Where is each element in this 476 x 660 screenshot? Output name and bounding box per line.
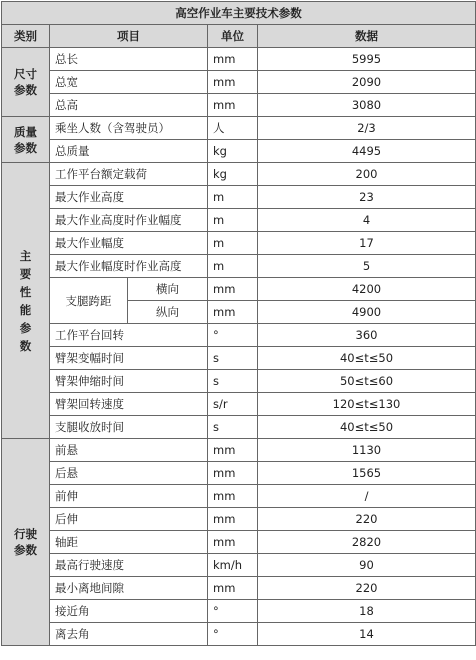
value-cell: 23 [258,186,476,209]
table-row [2,577,476,600]
item-cell: 最小离地间隙 [50,577,208,600]
table-row [2,393,476,416]
table-row [2,209,476,232]
item-cell: 最大作业高度时作业幅度 [50,209,208,232]
outrigger-span-label: 支腿跨距 [50,278,128,324]
table-row [2,554,476,577]
unit-cell: mm [208,48,258,71]
item-cell: 总高 [50,94,208,117]
item-cell: 工作平台额定载荷 [50,163,208,186]
value-cell: 4495 [258,140,476,163]
unit-cell: km/h [208,554,258,577]
table-row [2,71,476,94]
unit-cell: mm [208,278,258,301]
item-cell: 前伸 [50,485,208,508]
item-cell: 总质量 [50,140,208,163]
direction-cell: 横向 [128,278,208,301]
category-label: 主 [19,248,32,263]
category-label: 参数 [14,83,37,97]
item-cell: 臂架伸缩时间 [50,370,208,393]
title-row [2,2,476,25]
category-label: 参数 [14,543,37,557]
table-row [2,163,476,186]
header-row [2,25,476,48]
value-cell: 14 [258,623,476,646]
unit-cell: ° [208,623,258,646]
value-cell: 40≤t≤50 [258,347,476,370]
unit-cell: mm [208,577,258,600]
table-row [2,140,476,163]
table-row [2,232,476,255]
table-row [2,485,476,508]
value-cell: 1565 [258,462,476,485]
category-label: 数 [19,338,32,353]
unit-cell: ° [208,600,258,623]
table-title: 高空作业车主要技术参数 [2,2,476,25]
unit-cell: mm [208,485,258,508]
unit-cell: s [208,347,258,370]
value-cell: 220 [258,508,476,531]
item-cell: 臂架变幅时间 [50,347,208,370]
category-label: 参 [19,320,32,335]
category-label: 能 [19,302,32,317]
item-cell: 最高行驶速度 [50,554,208,577]
value-cell: 360 [258,324,476,347]
table-row [2,370,476,393]
header-value: 数据 [258,25,476,48]
unit-cell: mm [208,439,258,462]
value-cell: 4 [258,209,476,232]
table-row [2,117,476,140]
unit-cell: 人 [208,117,258,140]
value-cell: 2820 [258,531,476,554]
unit-cell: m [208,232,258,255]
unit-cell: s [208,416,258,439]
header-item: 项目 [50,25,208,48]
item-cell: 接近角 [50,600,208,623]
unit-cell: m [208,209,258,232]
value-cell: 5995 [258,48,476,71]
category-label: 性 [19,284,32,299]
category-drive [2,439,50,646]
item-cell: 最大作业高度 [50,186,208,209]
item-cell: 后悬 [50,462,208,485]
table-row [2,508,476,531]
spec-table [1,1,476,646]
category-size [2,48,50,117]
table-row [2,462,476,485]
table-row [2,94,476,117]
table-row [2,623,476,646]
table-row [2,439,476,462]
table-row [2,186,476,209]
value-cell: 18 [258,600,476,623]
category-label: 尺寸 [14,67,37,81]
category-label: 参数 [14,140,37,155]
item-cell: 臂架回转速度 [50,393,208,416]
value-cell: 4200 [258,278,476,301]
unit-cell: m [208,255,258,278]
table-row [2,255,476,278]
unit-cell: m [208,186,258,209]
unit-cell: mm [208,531,258,554]
table-row [2,48,476,71]
item-cell: 离去角 [50,623,208,646]
item-cell: 最大作业幅度时作业高度 [50,255,208,278]
table-row [2,324,476,347]
item-cell: 轴距 [50,531,208,554]
unit-cell: s [208,370,258,393]
table-row [2,347,476,370]
item-cell: 最大作业幅度 [50,232,208,255]
unit-cell: mm [208,462,258,485]
category-label: 质量 [14,124,37,139]
value-cell: 220 [258,577,476,600]
unit-cell: mm [208,71,258,94]
value-cell: 1130 [258,439,476,462]
item-cell: 支腿收放时间 [50,416,208,439]
value-cell: 90 [258,554,476,577]
direction-cell: 纵向 [128,301,208,324]
header-category: 类别 [2,25,50,48]
value-cell: 50≤t≤60 [258,370,476,393]
category-label: 行驶 [14,527,37,541]
item-cell: 乘坐人数（含驾驶员） [50,117,208,140]
header-unit: 单位 [208,25,258,48]
value-cell: 2090 [258,71,476,94]
value-cell: / [258,485,476,508]
value-cell: 120≤t≤130 [258,393,476,416]
item-cell: 总长 [50,48,208,71]
category-perf [2,163,50,439]
value-cell: 3080 [258,94,476,117]
value-cell: 40≤t≤50 [258,416,476,439]
value-cell: 17 [258,232,476,255]
item-cell: 总宽 [50,71,208,94]
category-mass [2,117,50,163]
unit-cell: kg [208,140,258,163]
value-cell: 2/3 [258,117,476,140]
unit-cell: mm [208,508,258,531]
item-cell: 前悬 [50,439,208,462]
value-cell: 200 [258,163,476,186]
value-cell: 4900 [258,301,476,324]
item-cell: 后伸 [50,508,208,531]
table-row [2,416,476,439]
table-row [2,531,476,554]
unit-cell: mm [208,301,258,324]
unit-cell: kg [208,163,258,186]
table-row [2,278,476,301]
unit-cell: ° [208,324,258,347]
unit-cell: mm [208,94,258,117]
unit-cell: s/r [208,393,258,416]
category-label: 要 [19,266,32,281]
item-cell: 工作平台回转 [50,324,208,347]
value-cell: 5 [258,255,476,278]
table-row [2,600,476,623]
